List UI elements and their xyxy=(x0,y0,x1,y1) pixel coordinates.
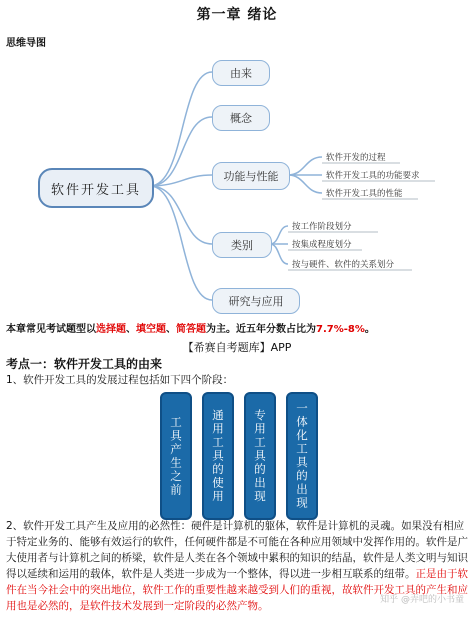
paragraph-highlight-text: 正是由于软件在当今社会中的突出地位，软件工作的重要性越来越受到人们的重视，故软件开发工具的产生和应用也是必然的，是软件技术发展到一定阶段的必然产物。 xyxy=(6,568,468,612)
connector-youlai xyxy=(150,72,212,186)
mindmap-leaf-c2: 按集成程度划分 xyxy=(292,240,352,250)
page-title: 第一章 绪论 xyxy=(196,7,278,23)
connector-leaf-c1 xyxy=(270,226,288,244)
exam-type-fill: 填空题 xyxy=(136,324,166,335)
mindmap-leaf-f2: 软件开发工具的功能要求 xyxy=(326,171,420,181)
mindmap-node-gainian: 概念 xyxy=(212,105,270,131)
mindmap-leaf-f1: 软件开发的过程 xyxy=(326,153,386,163)
exam-note-suffix: 为主。近五年分数占比为 xyxy=(206,324,316,335)
mindmap-node-youlai: 由来 xyxy=(212,60,270,86)
connector-yanjiu xyxy=(150,186,212,300)
mindmap-node-yanjiu: 研究与应用 xyxy=(212,288,300,314)
mindmap-leaf-c3: 按与硬件、软件的关系划分 xyxy=(292,260,395,270)
section1-intro: 1、软件开发工具的发展过程包括如下四个阶段： xyxy=(6,374,234,386)
watermark: 知乎 @弄吧的小书童 xyxy=(380,595,464,605)
exam-note-end: 。 xyxy=(364,324,375,335)
connector-leaf-f3 xyxy=(288,175,322,193)
stage-box-2: 通用工具的使用 xyxy=(202,392,234,520)
exam-type-short: 简答题 xyxy=(176,324,206,335)
exam-note xyxy=(6,322,468,338)
connector-leaf-c3 xyxy=(270,244,288,264)
exam-ratio: 7.7%-8% xyxy=(316,324,365,335)
stage-box-1: 工具产生之前 xyxy=(160,392,192,520)
exam-note-prefix: 本章常见考试题型以 xyxy=(6,324,96,335)
stage-box-4: 一体化工具的出现 xyxy=(286,392,318,520)
connector-leaf-f1 xyxy=(288,157,322,175)
paragraph-normal-text: 2、软件开发工具产生及应用的必然性：硬件是计算机的躯体，软件是计算机的灵魂。如果没有相应于特定业务的、能够有效运行的软件，任何硬件都是不可能在各种应用领域中发挥作用的。软件是广大使用者与计算机之间的桥梁，软件是人类在各个领域中累积的知识的结晶，软件是人类文明与知识得以延续和运用的载体，软件是人类进一步成为一个整体，得以进一步相互联系的纽带。 xyxy=(6,520,468,580)
connector-leibie xyxy=(150,186,212,244)
mindmap-leaf-f3: 软件开发工具的性能 xyxy=(326,189,403,199)
stage-box-3: 专用工具的出现 xyxy=(244,392,276,520)
exam-sep: 、 xyxy=(126,324,136,335)
mindmap-leaf-c1: 按工作阶段划分 xyxy=(292,222,352,232)
mindmap-label: 思维导图 xyxy=(6,38,46,49)
section1-heading: 考点一：软件开发工具的由来 xyxy=(6,357,163,371)
mindmap-node-gongneng: 功能与性能 xyxy=(212,162,290,190)
mindmap-node-leibie: 类别 xyxy=(212,232,272,258)
question-bank-line: 【希赛自考题库】APP xyxy=(182,341,292,354)
mindmap-root-node: 软件开发工具 xyxy=(38,168,154,208)
exam-type-choice: 选择题 xyxy=(96,324,126,335)
exam-sep: 、 xyxy=(166,324,176,335)
